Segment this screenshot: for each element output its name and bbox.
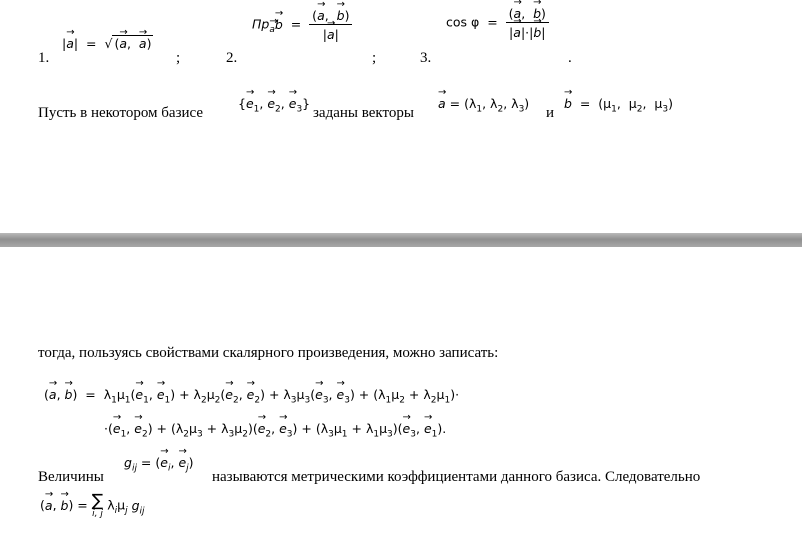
then-text: тогда, пользуясь свойствами скалярного произведения, можно записать: [38,345,499,361]
formula-1-number: 1. [38,50,50,66]
formula-2: Пр→ $_a$→ b = $\frac{(\to a, \to b)}{|\to a|}$ [252,8,352,42]
formula-1: |→ a| = √ (→ a, → a) [62,36,153,51]
formula-2-number: 2. [226,50,238,66]
vector-b-formula: → $b = (\mu_1$, $\mu_2$, $\mu_3$) [564,96,673,115]
page-bottom [0,247,802,537]
and-text: и [546,105,555,121]
formula-3: cos φ = $\frac{(\to a, \to b)}{|\to a|\cdot|\to b|}$ [446,6,549,40]
vector-a-formula: → $a = (\lambda_1$, $\lambda_2$, $\lambda_3$) [438,96,529,115]
formula-2-separator: ; [372,50,377,66]
page-top [0,0,802,233]
page-break-gap [0,233,802,247]
formula-1-separator: ; [176,50,181,66]
basis-formula: {→ $e_1$, → $e_2$, → $e_3$} [238,96,310,115]
expansion-line-2: ·(→ $e_1$, → $e_2) + (\lambda_2\mu_3 + \lambda_3\mu_2)(\to e_2$, → $e_3) + (\lambda_3\mu_1 + \lambda_1\mu_3)(\to e_3$, → $e_1$). [104,421,446,440]
values-text: Величины [38,469,104,485]
expansion-line-1: (→ a, → $b) = \lambda_1\mu_1(\to e_1$, → $e_1) + \lambda_2\mu_2(\to e_2$, → $e_2) + \lambda_3\mu_3(\to e_3$, → $e_3) + (\lambda_1\mu_2 + \lambda_2\mu_1)\cdot$ [44,387,459,406]
vectors-text: заданы векторы [313,105,414,121]
formula-3-end: . [568,50,572,66]
formula-3-number: 3. [420,50,432,66]
scalar-product-sum: (→ a, → b) = ∑ i, j $\lambda_i\mu_j$ $g_{ij}$ [40,493,145,519]
metric-coefficient-formula: $g_{ij}$ = (→ $e_i$, → $e_j$) [124,455,194,474]
metric-text: называются метрическими коэффициентами данного базиса. Следовательно [212,469,701,485]
basis-text: Пусть в некотором базисе [38,105,204,121]
